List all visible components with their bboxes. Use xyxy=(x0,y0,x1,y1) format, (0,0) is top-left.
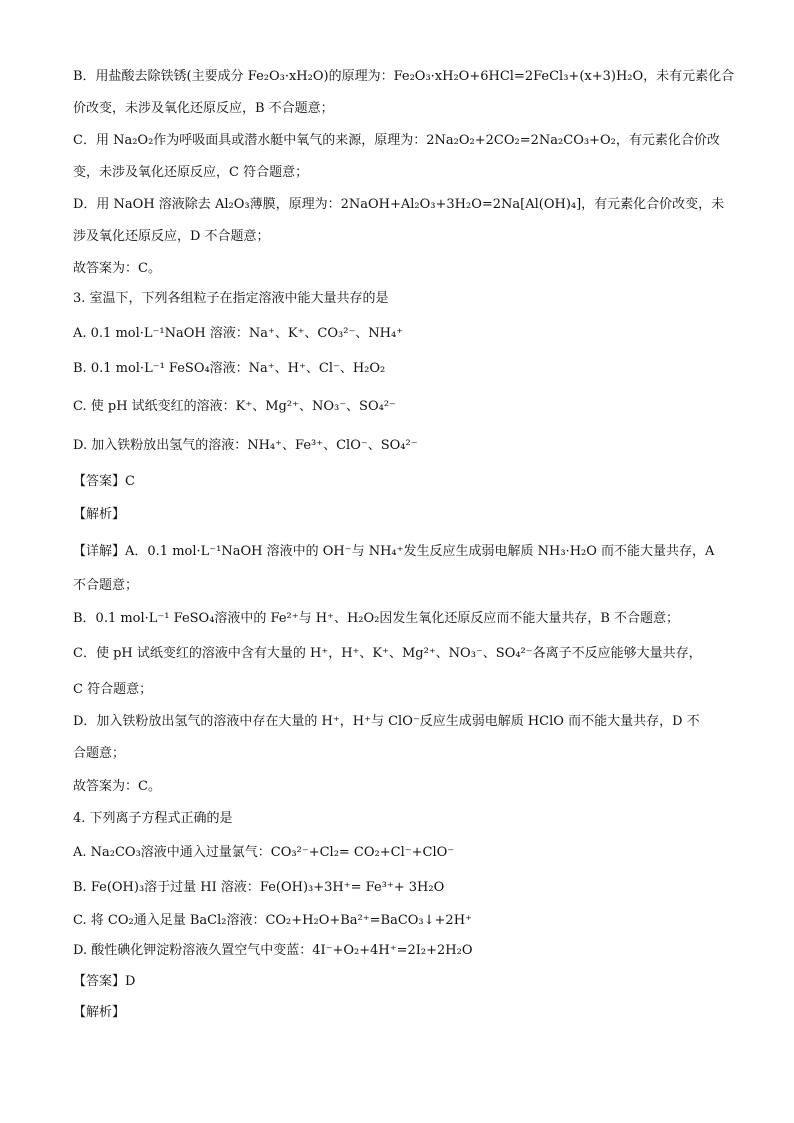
option-b: B. 0.1 mol·L⁻¹ FeSO₄溶液：Na⁺、H⁺、Cl⁻、H₂O₂ xyxy=(73,361,386,376)
text-line: D．用 NaOH 溶液除去 Al₂O₃薄膜，原理为：2NaOH+Al₂O₃+3H₂O=2Na[Al(OH)₄]，有元素化合价改变，未 xyxy=(73,197,725,212)
explanation-line: B．0.1 mol·L⁻¹ FeSO₄溶液中的 Fe²⁺与 H⁺、H₂O₂因发生氧化还原反应而不能大量共存，B 不合题意； xyxy=(73,611,680,626)
answer-label: 【答案】C xyxy=(73,474,135,489)
explanation-line: C．使 pH 试纸变红的溶液中含有大量的 H⁺，H⁺、K⁺、Mg²⁺、NO₃⁻、SO₄²⁻各离子不反应能够大量共存， xyxy=(73,646,702,661)
explanation-line: 不合题意； xyxy=(73,578,139,593)
analysis-label: 【解析】 xyxy=(73,1005,126,1020)
explanation-line: D．加入铁粉放出氢气的溶液中存在大量的 H⁺，H⁺与 ClO⁻反应生成弱电解质 HClO 而不能大量共存，D 不 xyxy=(73,714,700,729)
explanation-line: 【详解】A．0.1 mol·L⁻¹NaOH 溶液中的 OH⁻与 NH₄⁺发生反应生成弱电解质 NH₃·H₂O 而不能大量共存，A xyxy=(73,544,715,559)
text-line: 故答案为：C。 xyxy=(73,261,161,276)
question-4-stem: 4. 下列离子方程式正确的是 xyxy=(73,811,233,826)
text-line: C．用 Na₂O₂作为呼吸面具或潜水艇中氧气的来源，原理为：2Na₂O₂+2CO₂=2Na₂CO₃+O₂，有元素化合价改 xyxy=(73,133,720,148)
explanation-line: 故答案为：C。 xyxy=(73,779,161,794)
question-3-stem: 3. 室温下，下列各组粒子在指定溶液中能大量共存的是 xyxy=(73,291,389,306)
answer-label: 【答案】D xyxy=(73,974,136,989)
explanation-line: 合题意； xyxy=(73,746,126,761)
text-line: 变，未涉及氧化还原反应，C 符合题意； xyxy=(73,165,309,180)
option-c: C. 使 pH 试纸变红的溶液：K⁺、Mg²⁺、NO₃⁻、SO₄²⁻ xyxy=(73,399,396,414)
text-line: 涉及氧化还原反应，D 不合题意； xyxy=(73,229,270,244)
option-a: A. 0.1 mol·L⁻¹NaOH 溶液：Na⁺、K⁺、CO₃²⁻、NH₄⁺ xyxy=(73,326,404,341)
option-d: D. 酸性碘化钾淀粉溶液久置空气中变蓝：4I⁻+O₂+4H⁺=2I₂+2H₂O xyxy=(73,943,473,958)
option-b: B. Fe(OH)₃溶于过量 HI 溶液：Fe(OH)₃+3H⁺= Fe³⁺+ 3H₂O xyxy=(73,880,445,895)
text-line: B．用盐酸去除铁锈(主要成分 Fe₂O₃·xH₂O)的原理为：Fe₂O₃·xH₂O+6HCl=2FeCl₃+(x+3)H₂O，未有元素化合 xyxy=(73,69,735,84)
option-d: D. 加入铁粉放出氢气的溶液：NH₄⁺、Fe³⁺、ClO⁻、SO₄²⁻ xyxy=(73,438,418,453)
text-line: 价改变，未涉及氧化还原反应，B 不合题意； xyxy=(73,101,334,116)
explanation-line: C 符合题意； xyxy=(73,682,153,697)
option-c: C. 将 CO₂通入足量 BaCl₂溶液：CO₂+H₂O+Ba²⁺=BaCO₃↓+2H⁺ xyxy=(73,913,472,928)
option-a: A. Na₂CO₃溶液中通入过量氯气：CO₃²⁻+Cl₂= CO₂+Cl⁻+ClO⁻ xyxy=(73,845,455,860)
analysis-label: 【解析】 xyxy=(73,507,126,522)
